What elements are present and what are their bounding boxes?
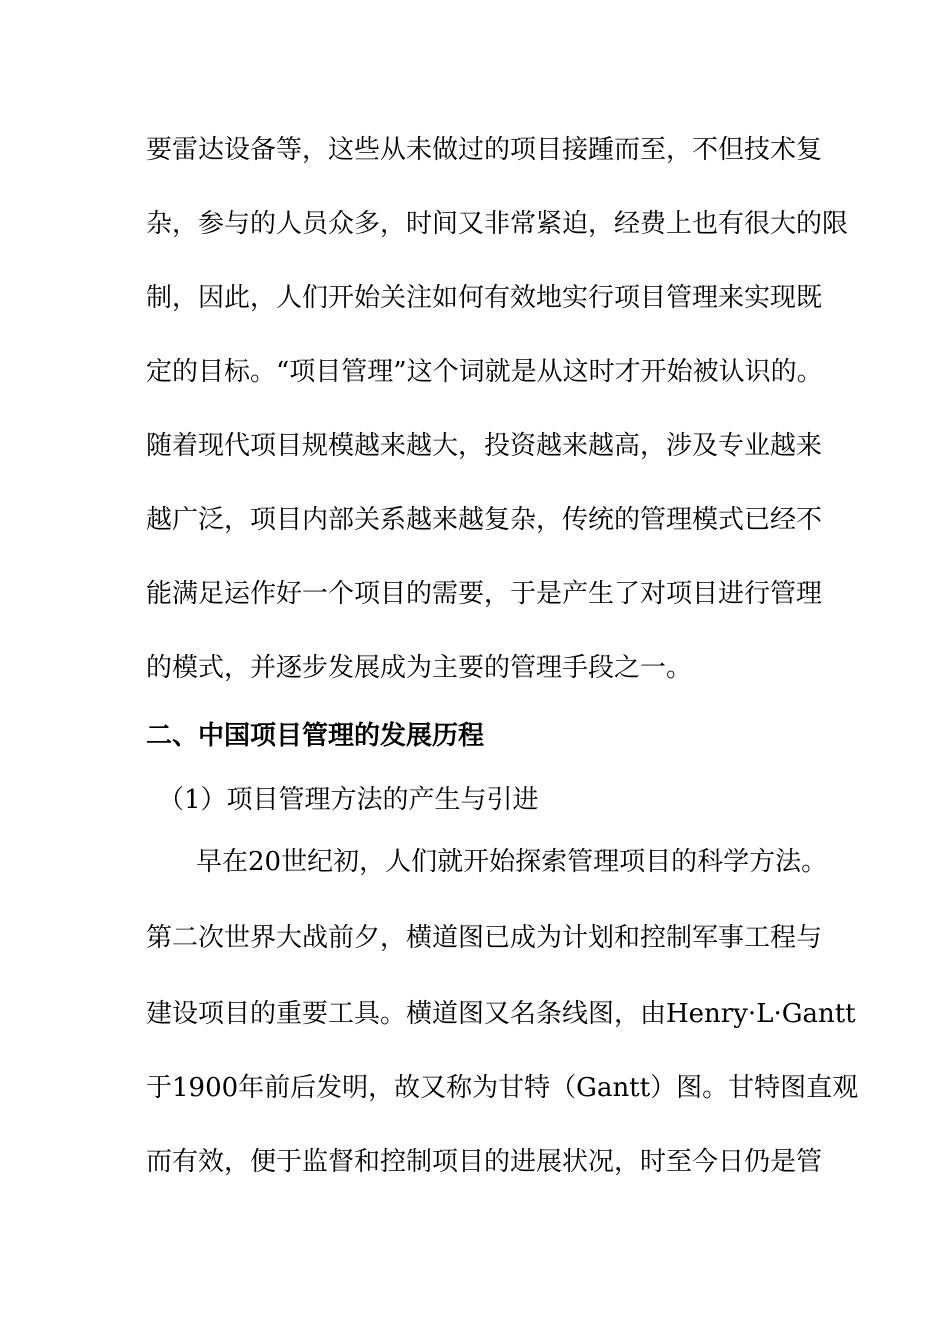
body-text-line: 制，因此，人们开始关注如何有效地实行项目管理来实现既 <box>146 283 823 313</box>
body-text-line: 越广泛，项目内部关系越来越复杂，传统的管理模式已经不 <box>146 505 823 535</box>
body-text-line: 于1900年前后发明，故又称为甘特（Gantt）图。甘特图直观 <box>146 1073 859 1103</box>
body-text-line: 能满足运作好一个项目的需要，于是产生了对项目进行管理 <box>146 579 823 609</box>
body-text-line: 建设项目的重要工具。横道图又名条线图，由Henry·L·Gantt <box>146 999 856 1029</box>
body-text-line: 的模式，并逐步发展成为主要的管理手段之一。 <box>146 653 693 683</box>
section-heading: 二、中国项目管理的发展历程 <box>146 721 485 751</box>
body-text-line: 第二次世界大战前夕，横道图已成为计划和控制军事工程与 <box>146 923 823 953</box>
body-text-line: 早在20世纪初，人们就开始探索管理项目的科学方法。 <box>196 847 828 877</box>
body-text-line: 杂，参与的人员众多，时间又非常紧迫，经费上也有很大的限 <box>146 209 849 239</box>
subsection-heading: （1）项目管理方法的产生与引进 <box>158 785 539 815</box>
body-text-line: 定的目标。“项目管理”这个词就是从这时才开始被认识的。 <box>146 357 823 387</box>
body-text-line: 随着现代项目规模越来越大，投资越来越高，涉及专业越来 <box>146 431 823 461</box>
body-text-line: 要雷达设备等，这些从未做过的项目接踵而至，不但技术复 <box>146 135 823 165</box>
body-text-line: 而有效，便于监督和控制项目的进展状况，时至今日仍是管 <box>146 1147 823 1177</box>
